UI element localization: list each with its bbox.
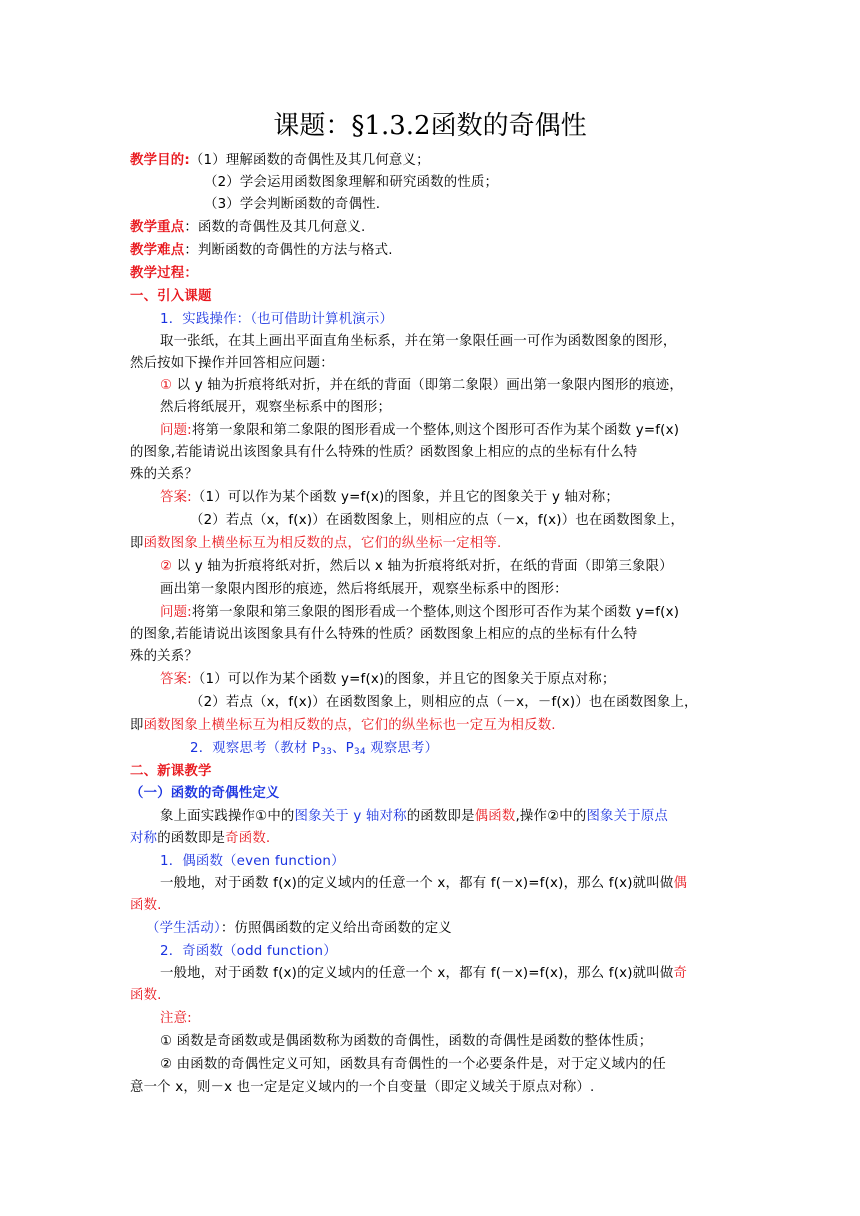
definition-subheading: （一）函数的奇偶性定义 — [130, 786, 280, 801]
question-label: 问题: — [160, 605, 192, 620]
objective-item-3: （3）学会判断函数的奇偶性. — [204, 197, 381, 212]
observe-line — [190, 738, 800, 760]
section2-heading: 二、新课教学 — [130, 764, 212, 779]
step1-line-1 — [160, 375, 770, 397]
p1-text-4: 的函数即是 — [157, 831, 226, 846]
intro-line-1: 取一张纸，在其上画出平面直角坐标系，并在第一象限任画一可作为函数图象的图形， — [160, 334, 677, 349]
practice-title: 1．实践操作：（也可借助计算机演示） — [160, 312, 394, 327]
even-definition-1 — [160, 873, 770, 895]
key-point-line — [130, 217, 740, 239]
odd-def-text: 一般地，对于函数 f(x)的定义域内的任意一个 x，都有 f(－x)=f(x)，那么 f(x)就叫做 — [160, 966, 674, 981]
p1-blue-1: 图象关于 y 轴对称 — [294, 809, 407, 824]
step1-answer-1 — [160, 487, 770, 509]
note-2-line-2: 意一个 x，则－x 也一定是定义域内的一个自变量（即定义域关于原点对称）. — [130, 1080, 595, 1095]
step1-text-1: 以 y 轴为折痕将纸对折，并在纸的背面（即第二象限）画出第一象限内图形的痕迹， — [172, 378, 683, 393]
step1-answer-prefix: 即 — [130, 536, 144, 551]
note-2-line-1: ② 由函数的奇偶性定义可知，函数具有奇偶性的一个必要条件是，对于定义域内的任 — [160, 1057, 666, 1072]
step1-question-text: 将第一象限和第二象限的图形看成一个整体,则这个图形可否作为某个函数 y=f(x) — [191, 423, 680, 438]
step1-answer-2: （2）若点（x，f(x)）在函数图象上，则相应的点（－x，f(x)）也在函数图象上， — [190, 513, 685, 528]
step2-answer-2: （2）若点（x，f(x)）在函数图象上，则相应的点（－x，－f(x)）也在函数图象上， — [190, 695, 698, 710]
observe-sub-2: 34 — [353, 747, 366, 757]
p1-even-term: 偶函数 — [474, 809, 516, 824]
step1-answer-3 — [130, 533, 740, 555]
step1-answer-text: （1）可以作为某个函数 y=f(x)的图象，并且它的图象关于 y 轴对称； — [191, 490, 619, 505]
step2-question-1 — [160, 602, 770, 624]
difficulty-label: 教学难点 — [130, 243, 185, 258]
objective-item-2: （2）学会运用函数图象理解和研究函数的性质； — [204, 175, 499, 190]
even-def-red: 偶 — [673, 876, 688, 891]
step2-answer-text: （1）可以作为某个函数 y=f(x)的图象，并且它的图象关于原点对称； — [191, 672, 616, 687]
note-1: ① 函数是奇函数或是偶函数称为函数的奇偶性，函数的奇偶性是函数的整体性质； — [160, 1034, 653, 1049]
step2-text-1: 以 y 轴为折痕将纸对折，然后以 x 轴为折痕将纸对折，在纸的背面（即第三象限） — [172, 559, 673, 574]
p1-odd-term: 奇函数. — [225, 831, 271, 846]
step2-answer-3 — [130, 715, 740, 737]
key-point-text: ：函数的奇偶性及其几何意义. — [184, 220, 366, 235]
question-label: 问题: — [160, 423, 192, 438]
p1-blue-2: 图象关于原点 — [586, 809, 669, 824]
step2-line-2: 画出第一象限内图形的痕迹，然后将纸展开，观察坐标系中的图形： — [160, 582, 568, 597]
intro-line-2: 然后按如下操作并回答相应问题： — [130, 356, 334, 371]
objective-item-1: （1）理解函数的奇偶性及其几何意义； — [189, 153, 430, 168]
step1-question-1 — [160, 420, 770, 442]
answer-label: 答案: — [160, 672, 192, 687]
student-activity-line — [146, 918, 756, 940]
observe-sub-1: 33 — [320, 747, 333, 757]
key-point-label: 教学重点 — [130, 220, 185, 235]
p1-text-1: 象上面实践操作①中的 — [160, 809, 295, 824]
objective-label: 教学目的: — [130, 153, 190, 168]
p1-blue-3: 对称 — [130, 831, 158, 846]
step2-answer-1 — [160, 669, 770, 691]
odd-definition-2: 函数. — [130, 988, 162, 1003]
observe-prefix: 2．观察思考（教材 P — [190, 741, 321, 756]
odd-definition-1 — [160, 963, 770, 985]
step2-marker: ② — [160, 559, 173, 574]
step1-line-2: 然后将纸展开，观察坐标系中的图形； — [160, 400, 392, 415]
step2-question-3: 殊的关系？ — [130, 649, 198, 664]
page-title: 课题：§1.3.2函数的奇偶性 — [273, 111, 587, 141]
section1-heading: 一、引入课题 — [130, 289, 212, 304]
step2-line-1 — [160, 556, 770, 578]
answer-label: 答案: — [160, 490, 192, 505]
even-definition-2: 函数. — [130, 898, 162, 913]
student-activity-label: （学生活动） — [146, 921, 221, 936]
step1-question-2: 的图象,若能请说出该图象具有什么特殊的性质？函数图象上相应的点的坐标有什么特 — [130, 445, 638, 460]
step2-answer-highlight: 函数图象上横坐标互为相反数的点，它们的纵坐标也一定互为相反数. — [143, 718, 556, 733]
difficulty-line — [130, 240, 740, 262]
step1-marker: ① — [160, 378, 173, 393]
step2-answer-prefix: 即 — [130, 718, 144, 733]
student-activity-text: ：仿照偶函数的定义给出奇函数的定义 — [220, 921, 452, 936]
observe-mid: 、P — [332, 741, 354, 756]
paragraph-1-line-2 — [130, 828, 740, 850]
step1-answer-highlight: 函数图象上横坐标互为相反数的点，它们的纵坐标一定相等. — [143, 536, 502, 551]
difficulty-text: ：判断函数的奇偶性的方法与格式. — [184, 243, 393, 258]
process-label: 教学过程： — [130, 266, 198, 281]
odd-function-title: 2．奇函数（odd function） — [160, 944, 337, 959]
even-function-title: 1．偶函数（even function） — [160, 854, 345, 869]
p1-text-3: ,操作②中的 — [515, 809, 587, 824]
objective-line-1 — [130, 150, 740, 172]
p1-text-2: 的函数即是 — [406, 809, 475, 824]
even-def-text: 一般地，对于函数 f(x)的定义域内的任意一个 x，都有 f(－x)=f(x)，那么 f(x)就叫做 — [160, 876, 674, 891]
paragraph-1-line-1 — [160, 806, 770, 828]
observe-suffix: 观察思考） — [365, 741, 439, 756]
note-label: 注意: — [160, 1011, 192, 1026]
step2-question-2: 的图象,若能请说出该图象具有什么特殊的性质？函数图象上相应的点的坐标有什么特 — [130, 627, 638, 642]
odd-def-red: 奇 — [673, 966, 688, 981]
step2-question-text: 将第一象限和第三象限的图形看成一个整体,则这个图形可否作为某个函数 y=f(x) — [191, 605, 680, 620]
step1-question-3: 殊的关系？ — [130, 467, 198, 482]
